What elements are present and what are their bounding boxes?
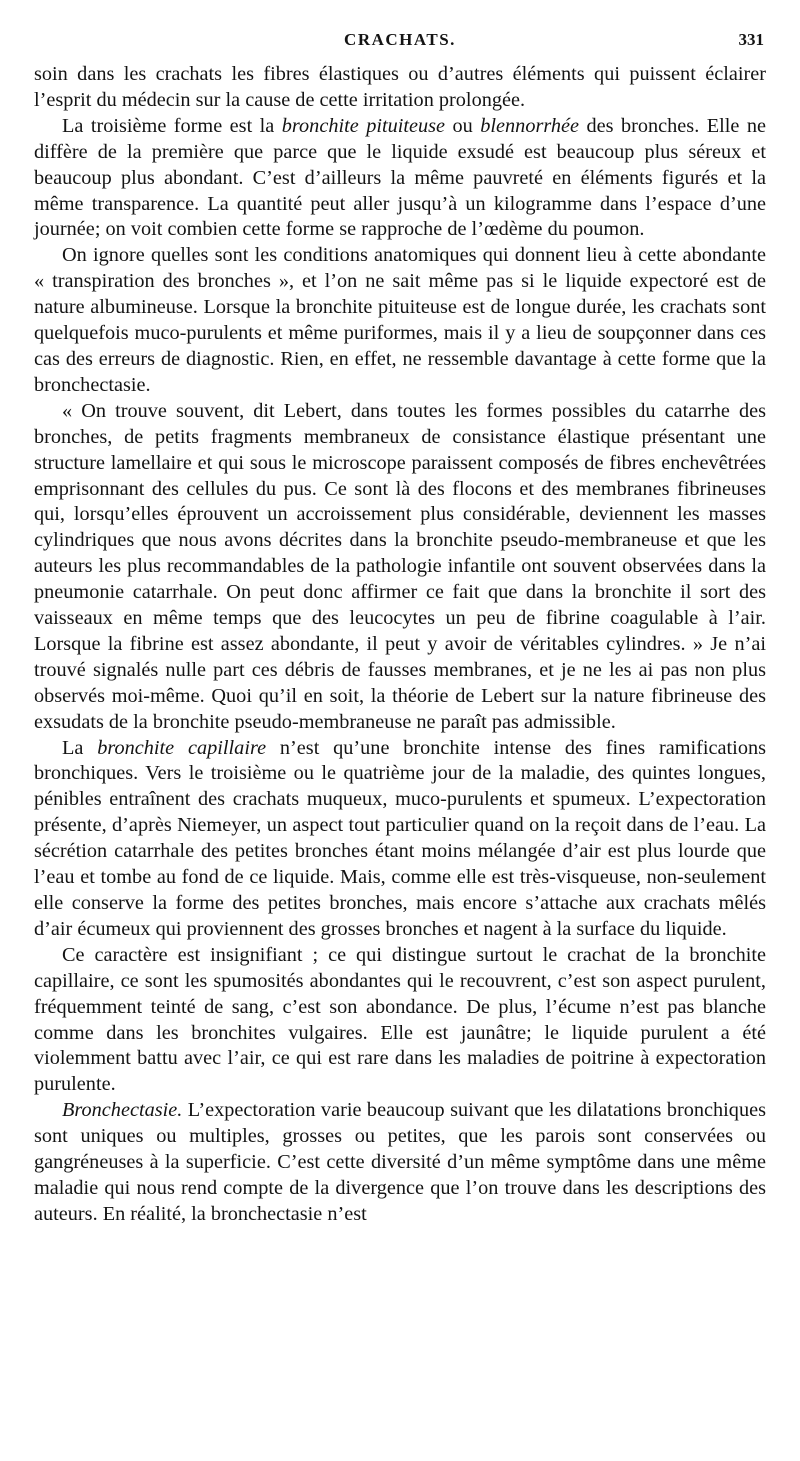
- text-run: L’expectoration varie beaucoup suivant que les dilatations bronchiques sont uniques ou multiples, grosses ou petites, que les parois sont conservées ou gangréneuses à la superficie. C’est cette diversité d’un même symptôme dans une même maladie qui nous rend compte de la divergence que l’on trouve dans les descriptions des auteurs. En réalité, la bronchectasie n’est: [34, 1099, 766, 1225]
- running-title: CRACHATS.: [344, 30, 456, 49]
- body-text: [34, 62, 766, 1228]
- text-run: n’est qu’une bronchite intense des fines ramifications bronchiques. Vers le troisième ou le quatrième jour de la maladie, des quintes longues, pénibles entraînent des crachats muqueux, muco-purulents et spumeux. L’expectoration présente, d’après Niemeyer, un aspect tout particulier quand on la reçoit dans de l’eau. La sécrétion catarrhale des petites bronches étant moins mélangée d’air est plus lourde que l’eau et tombe au fond de ce liquide. Mais, comme elle est très-visqueuse, non-seulement elle conserve la forme des petites bronches, mais encore s’attache aux crachats mêlés d’air écumeux qui proviennent des grosses bronches et nagent à la surface du liquide.: [34, 736, 766, 940]
- text-run: On ignore quelles sont les conditions anatomiques qui donnent lieu à cette abondante « transpiration des bronches », et l’on ne sait même pas si le liquide expectoré est de nature albumineuse. Lorsque la bronchite pituiteuse est de longue durée, les crachats sont quelquefois muco-purulents et même puriformes, mais il y a lieu de soupçonner dans ces cas des erreurs de diagnostic. Rien, en effet, ne ressemble davantage à cette forme que la bronchectasie.: [34, 244, 766, 396]
- page-number: 331: [738, 30, 764, 49]
- paragraph: [34, 62, 766, 114]
- paragraph: [34, 399, 766, 736]
- text-run: soin dans les crachats les fibres élastiques ou d’autres éléments qui puissent éclairer l’esprit du médecin sur la cause de cette irritation prolongée.: [34, 63, 766, 111]
- paragraph: [34, 943, 766, 1098]
- italic-term: bronchite capillaire: [97, 736, 267, 759]
- italic-term: bronchite pituiteuse: [281, 114, 446, 137]
- text-run: La: [62, 736, 98, 759]
- paragraph: [34, 1098, 766, 1228]
- text-run: Ce caractère est insignifiant ; ce qui distingue surtout le crachat de la bronchite capillaire, ce sont les spumosités abondantes qui le recouvrent, c’est son aspect purulent, fréquemment teinté de sang, c’est son abondance. De plus, l’écume n’est pas blanche comme dans les bronchites vulgaires. Elle est jaunâtre; le liquide purulent a été violemment battu avec l’air, ce qui est rare dans les maladies de poitrine à expectoration purulente.: [34, 943, 766, 1096]
- text-run: des bronches. Elle ne diffère de la première que parce que le liquide exsudé est beaucoup plus séreux et beaucoup plus abondant. C’est d’ailleurs la même pauvreté en éléments figurés et la même transparence. La quantité peut aller jusqu’à un kilogramme dans l’espace d’une journée; on voit combien cette forme se rapproche de l’œdème du poumon.: [34, 114, 766, 241]
- paragraph: [34, 243, 766, 398]
- italic-term: Bronchectasie.: [62, 1099, 183, 1122]
- text-run: La troisième forme est la: [62, 114, 282, 137]
- paragraph: [34, 736, 766, 943]
- text-run: ou: [445, 114, 481, 137]
- text-run: « On trouve souvent, dit Lebert, dans toutes les formes possibles du catarrhe des bronches, de petits fragments membraneux de consistance élastique présentant une structure lamellaire et qui sous le microscope paraissent composés de fibres enchevêtrées emprisonnant des cellules du pus. Ce sont là des flocons et des membranes fibrineuses qui, lorsqu’elles éprouvent un accroissement plus considérable, deviennent les masses cylindriques que nous avons décrites dans la bronchite pseudo-membraneuse et que les auteurs les plus recommandables de la pathologie infantile ont souvent observées dans la pneumonie catarrhale. On peut donc affirmer ce fait que dans la bronchite il sort des vaisseaux en même temps que des leucocytes un peu de fibrine coagulable à l’air. Lorsque la fibrine est assez abondante, il peut y avoir de véritables cylindres. » Je n’ai trouvé signalés nulle part ces débris de fausses membranes, et je ne les ai pas non plus observés moi-même. Quoi qu’il en soit, la théorie de Lebert sur la nature fibrineuse des exsudats de la bronchite pseudo-membraneuse ne paraît pas admissible.: [34, 399, 766, 733]
- italic-term: blennorrhée: [480, 114, 580, 137]
- paragraph: [34, 114, 766, 244]
